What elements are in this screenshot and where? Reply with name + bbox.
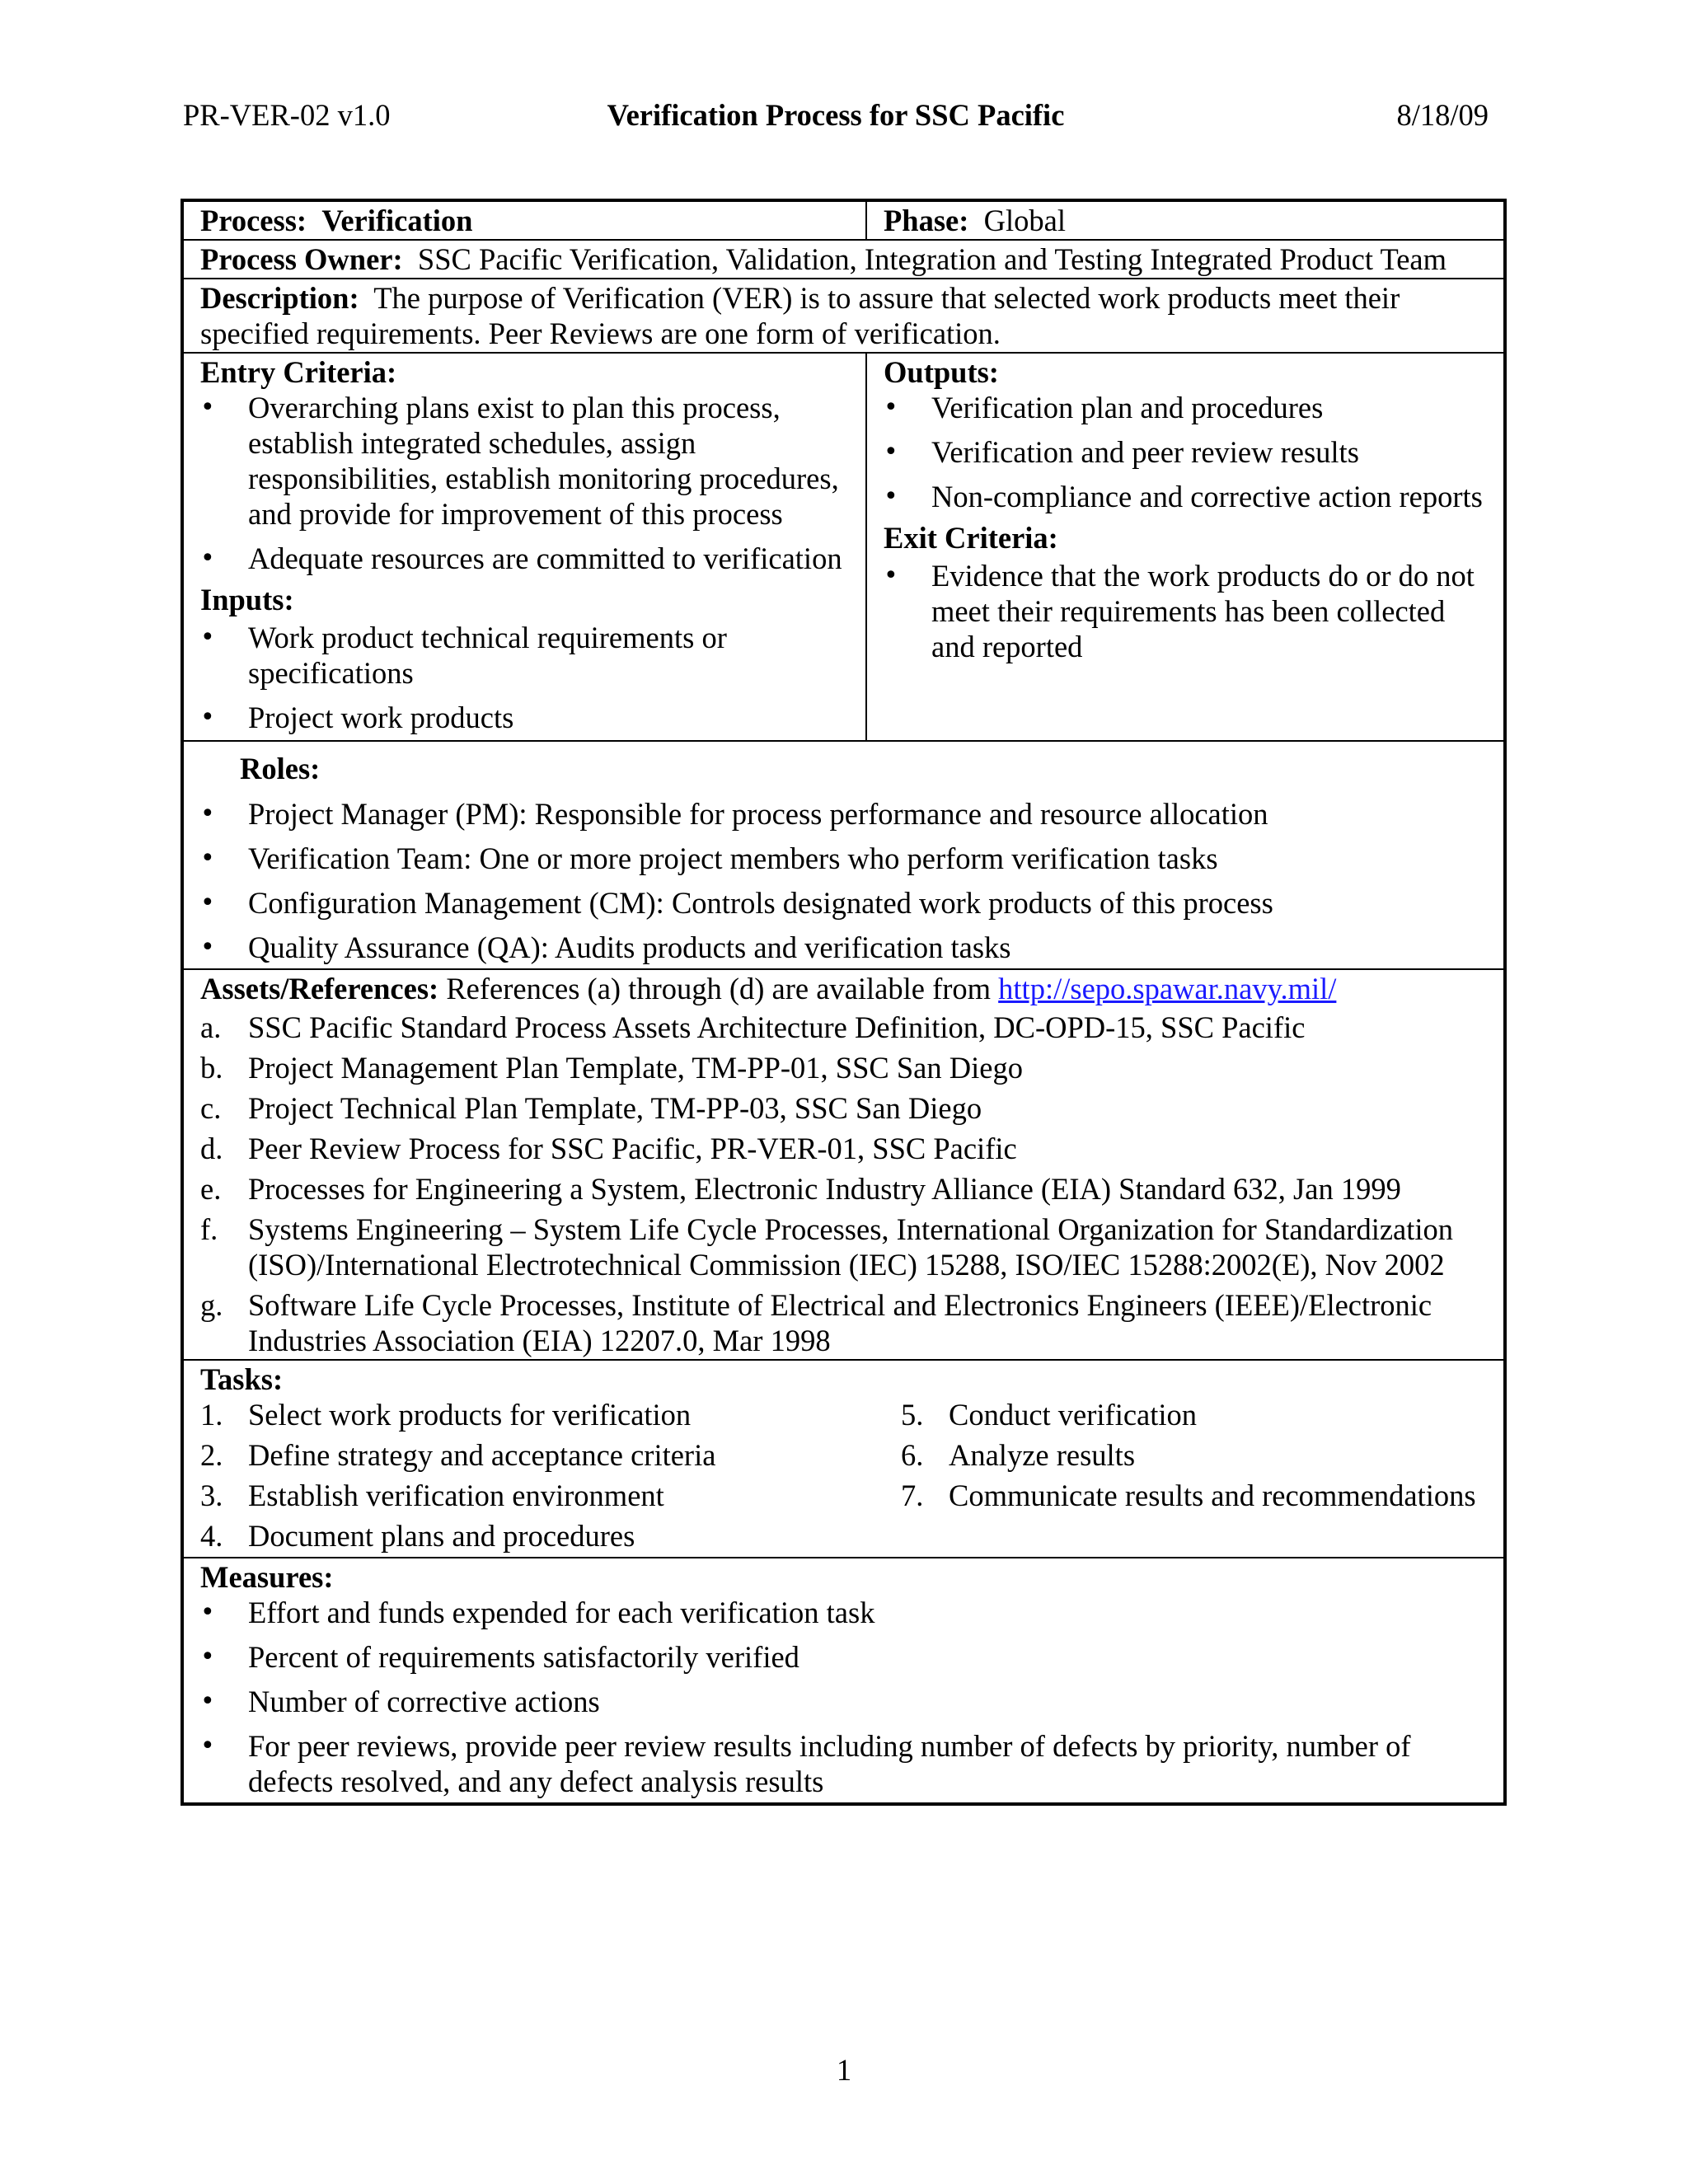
roles-list (200, 796, 1489, 965)
tasks-heading: Tasks: (200, 1362, 284, 1396)
task-text: Define strategy and acceptance criteria (248, 1438, 716, 1472)
task-text: Select work products for verification (248, 1398, 692, 1432)
tasks-list-left (200, 1397, 901, 1554)
list-item (200, 1287, 1489, 1358)
task-text: Communicate results and recommendations (949, 1479, 1476, 1512)
description-row (182, 279, 1505, 353)
roles-cell (182, 741, 1505, 969)
page-header (183, 97, 1489, 137)
phase-cell (866, 200, 1505, 240)
reference-text: Systems Engineering – System Life Cycle Processes, International Organization for Standardization (ISO)/International Electrotechnical Commission (IEC) 15288, ISO/IEC 15288:2002(E), Nov 2002 (248, 1212, 1454, 1282)
list-item (200, 1050, 1489, 1085)
outputs-exit-cell (866, 353, 1505, 741)
assets-cell (182, 969, 1505, 1360)
doc-title: Verification Process for SSC Pacific (607, 98, 1065, 132)
list-marker: f. (200, 1212, 218, 1246)
entry-criteria-heading: Entry Criteria: (200, 355, 397, 389)
criteria-row (182, 353, 1505, 741)
owner-value: SSC Pacific Verification, Validation, Integration and Testing Integrated Product Team (417, 242, 1447, 276)
task-text: Document plans and procedures (248, 1519, 635, 1553)
reference-text: SSC Pacific Standard Process Assets Architecture Definition, DC-OPD-15, SSC Pacific (248, 1010, 1306, 1044)
phase-label: Phase: (884, 204, 969, 237)
list-item (901, 1397, 1489, 1432)
entry-inputs-cell (182, 353, 866, 741)
list-item (200, 1478, 901, 1513)
task-text: Analyze results (949, 1438, 1136, 1472)
exit-criteria-list (884, 558, 1489, 664)
list-item: • Project work products (200, 700, 851, 735)
list-marker: 5. (901, 1398, 924, 1432)
exit-criteria-heading: Exit Criteria: (884, 521, 1058, 555)
outputs-list (884, 390, 1489, 514)
list-item (901, 1437, 1489, 1473)
assets-label: Assets/References: (200, 972, 439, 1005)
list-marker: b. (200, 1051, 223, 1085)
reference-text: Software Life Cycle Processes, Institute of Electrical and Electronics Engineers (IEEE)/Electronic Industries Association (EIA) 12207.0, Mar 1998 (248, 1288, 1432, 1357)
tasks-row (182, 1360, 1505, 1558)
doc-id: PR-VER-02 v1.0 (183, 98, 391, 132)
list-item: • Number of corrective actions (200, 1684, 1489, 1719)
tasks-columns (200, 1397, 1489, 1554)
list-marker: g. (200, 1288, 223, 1322)
owner-label: Process Owner: (200, 242, 403, 276)
list-item: • Work product technical requirements or specifications (200, 620, 851, 691)
list-item: • Evidence that the work products do or do not meet their requirements has been collected and reported (884, 558, 1489, 664)
roles-heading: Roles: (240, 752, 321, 785)
phase-value: Global (983, 204, 1066, 237)
list-marker: a. (200, 1010, 222, 1044)
list-item (200, 1090, 1489, 1126)
list-marker: 4. (200, 1519, 223, 1553)
measures-heading: Measures: (200, 1560, 334, 1594)
list-item (200, 1131, 1489, 1166)
list-item: • Percent of requirements satisfactorily verified (200, 1639, 1489, 1675)
list-item: • Adequate resources are committed to verification (200, 541, 851, 576)
list-item: • Configuration Management (CM): Controls designated work products of this process (200, 885, 1489, 921)
list-item: • For peer reviews, provide peer review results including number of defects by priority, number of defects resolved, and any defect analysis results (200, 1728, 1489, 1799)
inputs-heading: Inputs: (200, 583, 294, 616)
list-item: • Overarching plans exist to plan this process, establish integrated schedules, assign responsibilities, establish monitoring procedures, and provide for improvement of this process (200, 390, 851, 532)
sepo-link[interactable]: http://sepo.spawar.navy.mil/ (998, 972, 1337, 1005)
outputs-heading: Outputs: (884, 355, 999, 389)
owner-row (182, 240, 1505, 279)
list-item (901, 1478, 1489, 1513)
reference-text: Project Technical Plan Template, TM-PP-03, SSC San Diego (248, 1091, 982, 1125)
process-value: Verification (321, 204, 473, 237)
list-marker: 3. (200, 1479, 223, 1512)
list-item: • Verification plan and procedures (884, 390, 1489, 425)
description-cell (182, 279, 1505, 353)
list-item (200, 1171, 1489, 1207)
list-item (200, 1397, 901, 1432)
list-item: • Quality Assurance (QA): Audits products and verification tasks (200, 930, 1489, 965)
process-table (181, 199, 1507, 1806)
entry-criteria-list (200, 390, 851, 576)
reference-text: Processes for Engineering a System, Electronic Industry Alliance (EIA) Standard 632, Jan 1999 (248, 1172, 1401, 1206)
list-marker: 2. (200, 1438, 223, 1472)
references-list (200, 1010, 1489, 1358)
list-marker: e. (200, 1172, 222, 1206)
measures-row (182, 1558, 1505, 1804)
list-marker: 6. (901, 1438, 924, 1472)
list-item: • Project Manager (PM): Responsible for process performance and resource allocation (200, 796, 1489, 832)
reference-text: Project Management Plan Template, TM-PP-01, SSC San Diego (248, 1051, 1023, 1085)
process-row (182, 200, 1505, 240)
tasks-cell (182, 1360, 1505, 1558)
list-marker: 1. (200, 1398, 223, 1432)
measures-cell (182, 1558, 1505, 1804)
task-text: Establish verification environment (248, 1479, 664, 1512)
assets-intro-line (200, 971, 1489, 1006)
list-marker: 7. (901, 1479, 924, 1512)
task-text: Conduct verification (949, 1398, 1198, 1432)
list-item (200, 1212, 1489, 1282)
tasks-list-right (901, 1397, 1489, 1554)
inputs-list (200, 620, 851, 735)
list-item: • Non-compliance and corrective action reports (884, 479, 1489, 514)
list-item (200, 1518, 901, 1554)
list-item: • Verification Team: One or more project members who perform verification tasks (200, 841, 1489, 876)
description-value: The purpose of Verification (VER) is to assure that selected work products meet their specified requirements. Peer Reviews are one form of verification. (200, 281, 1400, 350)
process-label: Process: (200, 204, 307, 237)
assets-row (182, 969, 1505, 1360)
description-label: Description: (200, 281, 359, 315)
list-item (200, 1437, 901, 1473)
list-marker: d. (200, 1132, 223, 1165)
process-cell (182, 200, 866, 240)
list-item: • Effort and funds expended for each verification task (200, 1595, 1489, 1630)
measures-list (200, 1595, 1489, 1799)
list-marker: c. (200, 1091, 222, 1125)
list-item: • Verification and peer review results (884, 434, 1489, 470)
list-item (200, 1010, 1489, 1045)
doc-date: 8/18/09 (1396, 98, 1489, 132)
owner-cell (182, 240, 1505, 279)
page-number: 1 (836, 2053, 852, 2087)
reference-text: Peer Review Process for SSC Pacific, PR-VER-01, SSC Pacific (248, 1132, 1017, 1165)
roles-row (182, 741, 1505, 969)
assets-intro: References (a) through (d) are available from (446, 972, 992, 1005)
